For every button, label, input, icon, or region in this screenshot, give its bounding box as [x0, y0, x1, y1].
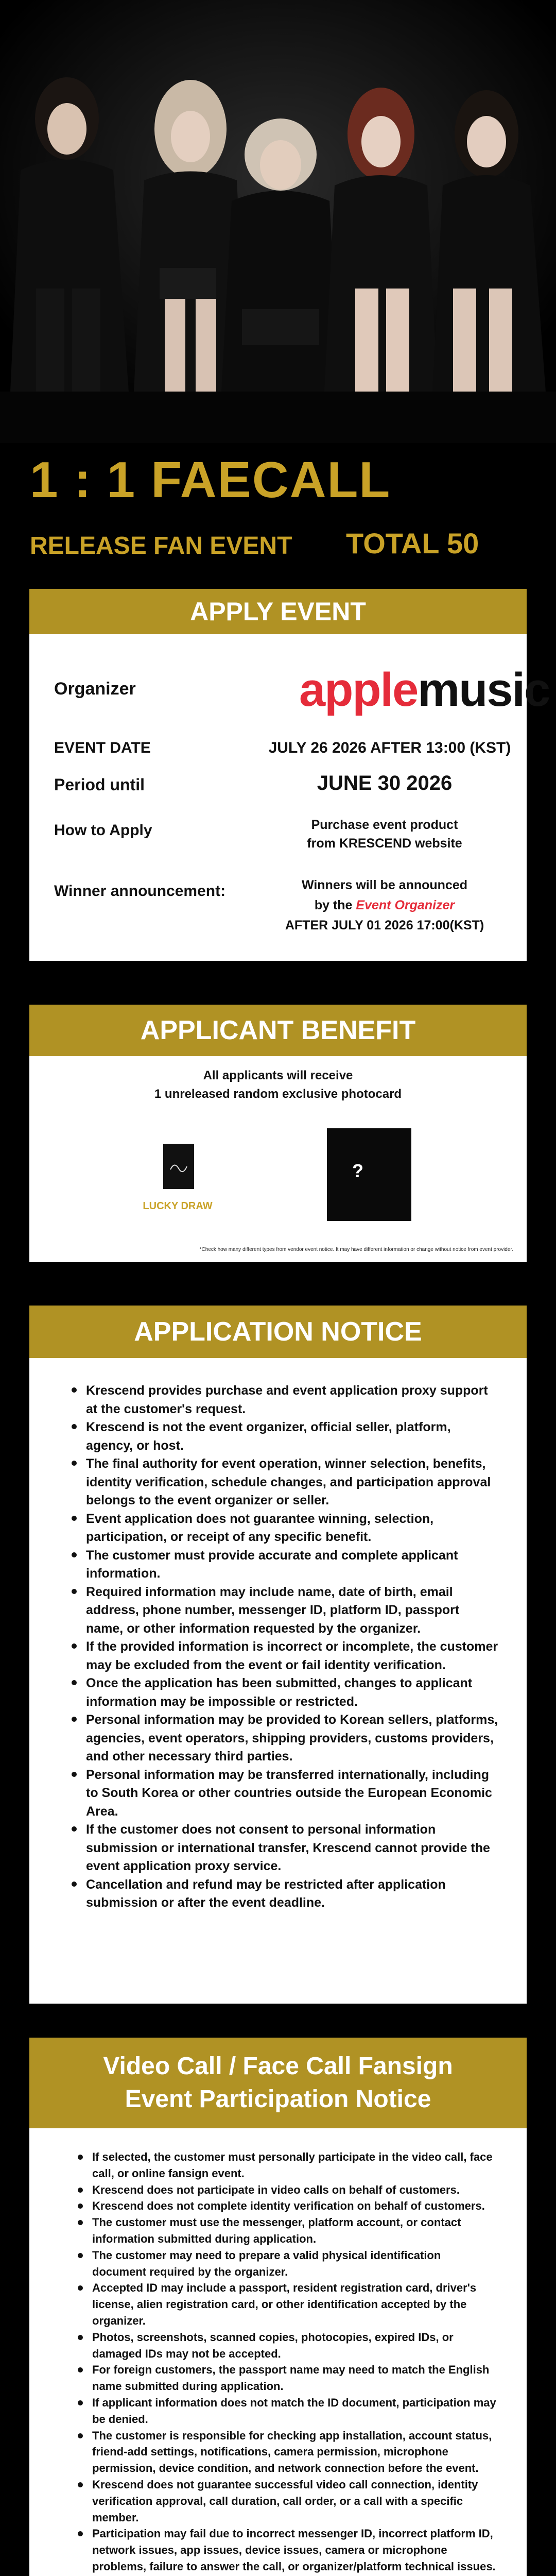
- benefit-description: [29, 1066, 527, 1104]
- benefit-line2: 1 unreleased random exclusive photocard: [154, 1087, 402, 1101]
- winner-line2: [246, 895, 524, 916]
- event-total: TOTAL 50: [346, 527, 479, 560]
- application-notice-list: [70, 1382, 500, 1912]
- notice-list-item: Personal information may be provided to Korean sellers, platforms, agencies, event operators, shipping providers, customs providers, and other necessary third parties.: [70, 1711, 500, 1766]
- apply-event-card: [29, 589, 550, 961]
- video-call-notice-header: [29, 2038, 527, 2128]
- event-title: 1 : 1 FAECALL: [30, 451, 391, 508]
- winner-organizer-highlight: Event Organizer: [356, 898, 455, 912]
- notice-list-item: The customer must provide accurate and complete applicant information.: [70, 1547, 500, 1583]
- random-photocard-stack: [327, 1128, 415, 1221]
- how-to-apply-line1: Purchase event product: [311, 818, 458, 832]
- notice-list-item: For foreign customers, the passport name may need to match the English name submitted during application.: [76, 2362, 498, 2395]
- notice-list-item: Cancellation and refund may be restricted after application submission or after the event deadline.: [70, 1876, 500, 1912]
- application-notice-card: [29, 1306, 527, 2004]
- notice-list-item: The customer may need to prepare a valid physical identification document required by the organizer.: [76, 2247, 498, 2280]
- event-date-label: EVENT DATE: [54, 739, 151, 756]
- video-call-header-line2: Event Participation Notice: [125, 2086, 431, 2113]
- organizer-logo-apple: apple: [299, 664, 418, 716]
- winner-line3: AFTER JULY 01 2026 17:00(KST): [285, 918, 484, 933]
- signature-icon: [163, 1144, 194, 1189]
- apply-event-header: APPLY EVENT: [29, 589, 527, 634]
- video-call-notice-list: [76, 2149, 498, 2576]
- period-value: JUNE 30 2026: [317, 772, 453, 794]
- organizer-logo: [299, 666, 549, 714]
- organizer-logo-music: music: [418, 664, 550, 716]
- video-call-header-line1: Video Call / Face Call Fansign: [103, 2053, 453, 2080]
- winner-value: [246, 875, 524, 936]
- how-to-apply-line2: from KRESCEND website: [307, 836, 462, 851]
- lucky-draw-label: LUCKY DRAW: [143, 1200, 213, 1212]
- how-to-apply-value: [246, 816, 524, 853]
- notice-list-item: Personal information may be transferred internationally, including to South Korea or other countries outside the European Economic Area.: [70, 1766, 500, 1821]
- notice-list-item: Participation may fail due to incorrect messenger ID, incorrect platform ID, network issues, app issues, device issues, camera or microphone problems, failure to answer the call, or organizer/platform technical issues.: [76, 2526, 498, 2574]
- notice-list-item: Photos, screenshots, scanned copies, photocopies, expired IDs, or damaged IDs may not be accepted.: [76, 2329, 498, 2362]
- notice-list-item: Krescend does not guarantee successful video call connection, identity verification approval, call duration, call order, or a call with a specific member.: [76, 2477, 498, 2526]
- application-notice-header: APPLICATION NOTICE: [29, 1306, 527, 1358]
- notice-list-item: Accepted ID may include a passport, resident registration card, driver's license, alien registration card, or other identification accepted by the organizer.: [76, 2280, 498, 2329]
- notice-list-item: If selected, the customer must personally participate in the video call, face call, or online fansign event.: [76, 2149, 498, 2182]
- question-mark-icon: ?: [352, 1160, 363, 1181]
- notice-list-item: The final authority for event operation, winner selection, benefits, identity verification, schedule changes, and participation approval belongs to the event organizer or seller.: [70, 1455, 500, 1510]
- notice-list-item: Event application does not guarantee winning, selection, participation, or receipt of any specific benefit.: [70, 1510, 500, 1547]
- winner-label: Winner announcement:: [54, 883, 226, 900]
- notice-list-item: If the customer does not consent to personal information submission or international transfer, Krescend cannot provide the event application proxy service.: [70, 1821, 500, 1876]
- notice-list-item: The customer is responsible for checking app installation, account status, friend-add settings, notifications, camera permission, microphone permission, device condition, and network connection before the event.: [76, 2428, 498, 2477]
- video-call-list-wrapper: [76, 2149, 498, 2576]
- period-label: Period until: [54, 775, 145, 794]
- application-notice-list-wrapper: [70, 1382, 500, 1912]
- notice-list-item: Required information may include name, date of birth, email address, phone number, messenger ID, platform ID, passport name, or other information requested by the organizer.: [70, 1583, 500, 1638]
- event-subtitle: RELEASE FAN EVENT: [30, 532, 292, 560]
- notice-list-item: If applicant information does not match the ID document, participation may be denied.: [76, 2395, 498, 2428]
- notice-list-item: Krescend does not complete identity verification on behalf of customers.: [76, 2198, 498, 2214]
- applicant-benefit-header: APPLICANT BENEFIT: [29, 1005, 527, 1056]
- organizer-label: Organizer: [54, 679, 136, 699]
- applicant-benefit-card: [29, 1005, 527, 1262]
- lucky-draw-photocard: [163, 1144, 194, 1189]
- notice-list-item: Krescend does not participate in video calls on behalf of customers.: [76, 2182, 498, 2198]
- event-date-value: JULY 26 2026 AFTER 13:00 (KST): [268, 739, 511, 756]
- group-photo-image: [0, 0, 556, 443]
- how-to-apply-label: How to Apply: [54, 822, 152, 839]
- notice-list-item: Krescend provides purchase and event application proxy support at the customer's request.: [70, 1382, 500, 1418]
- notice-list-item: Krescend is not the event organizer, official seller, platform, agency, or host.: [70, 1418, 500, 1455]
- video-call-notice-card: [29, 2038, 527, 2576]
- winner-line2-prefix: by the: [314, 898, 356, 912]
- benefit-line1: All applicants will receive: [203, 1069, 353, 1082]
- notice-list-item: The customer must use the messenger, platform account, or contact information submitted during application.: [76, 2214, 498, 2247]
- notice-list-item: If the provided information is incorrect or incomplete, the customer may be excluded from the event or fail identity verification.: [70, 1638, 500, 1674]
- notice-list-item: Once the application has been submitted, changes to applicant information may be impossible or restricted.: [70, 1674, 500, 1711]
- hero-banner: [0, 0, 556, 443]
- winner-line1: Winners will be announced: [301, 878, 468, 892]
- benefit-footnote: *Check how many different types from vendor event notice. It may have different information or change without notice from event provider.: [199, 1247, 513, 1252]
